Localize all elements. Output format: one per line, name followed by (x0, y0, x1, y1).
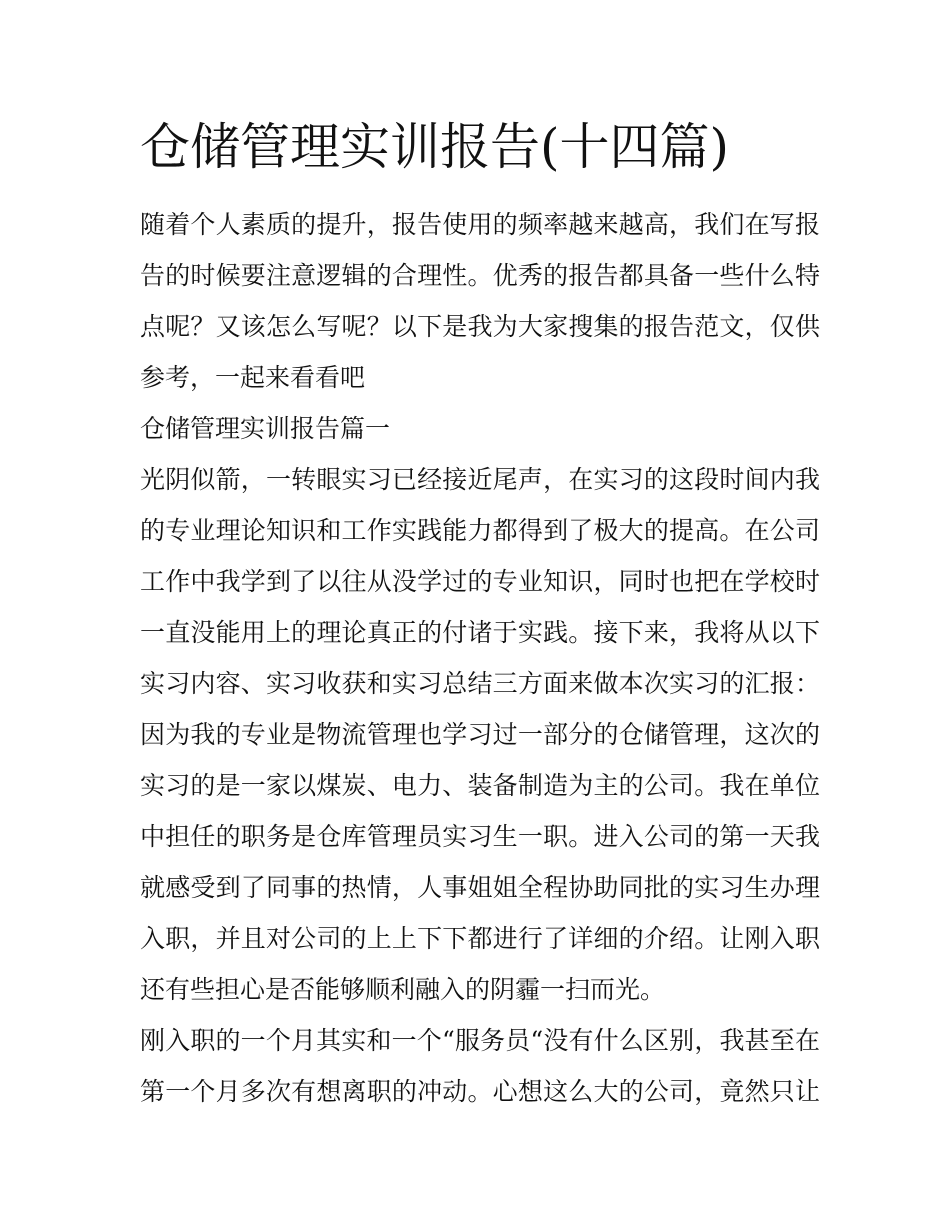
body-line: 就感受到了同事的热情，人事姐姐全程协助同批的实习生办理 (140, 873, 820, 902)
body-line: 点呢？又该怎么写呢？以下是我为大家搜集的报告范文，仅供 (140, 312, 820, 341)
body-line: 实习的是一家以煤炭、电力、装备制造为主的公司。我在单位 (140, 771, 820, 800)
body-line: 光阴似箭，一转眼实习已经接近尾声，在实习的这段时间内我 (140, 465, 820, 494)
body-line: 因为我的专业是物流管理也学习过一部分的仓储管理，这次的 (140, 720, 820, 749)
body-line: 参考，一起来看看吧 (140, 363, 366, 392)
body-line: 告的时候要注意逻辑的合理性。优秀的报告都具备一些什么特 (140, 261, 820, 290)
body-line: 中担任的职务是仓库管理员实习生一职。进入公司的第一天我 (140, 822, 820, 851)
body-line: 随着个人素质的提升，报告使用的频率越来越高，我们在写报 (140, 210, 820, 239)
body-line: 实习内容、实习收获和实习总结三方面来做本次实习的汇报： (140, 669, 820, 698)
body-line: 仓储管理实训报告篇一 (140, 414, 391, 443)
document-title: 仓储管理实训报告(十四篇) (140, 118, 730, 176)
document-body (140, 199, 820, 1117)
body-line: 的专业理论知识和工作实践能力都得到了极大的提高。在公司 (140, 516, 820, 545)
body-line: 还有些担心是否能够顺利融入的阴霾一扫而光。 (140, 975, 666, 1004)
body-line: 入职，并且对公司的上上下下都进行了详细的介绍。让刚入职 (140, 924, 820, 953)
body-line: 一直没能用上的理论真正的付诸于实践。接下来，我将从以下 (140, 618, 820, 647)
body-line: 工作中我学到了以往从没学过的专业知识，同时也把在学校时 (140, 567, 820, 596)
body-line: 第一个月多次有想离职的冲动。心想这么大的公司，竟然只让 (140, 1077, 820, 1106)
body-line: 刚入职的一个月其实和一个“服务员“没有什么区别，我甚至在 (140, 1026, 820, 1055)
